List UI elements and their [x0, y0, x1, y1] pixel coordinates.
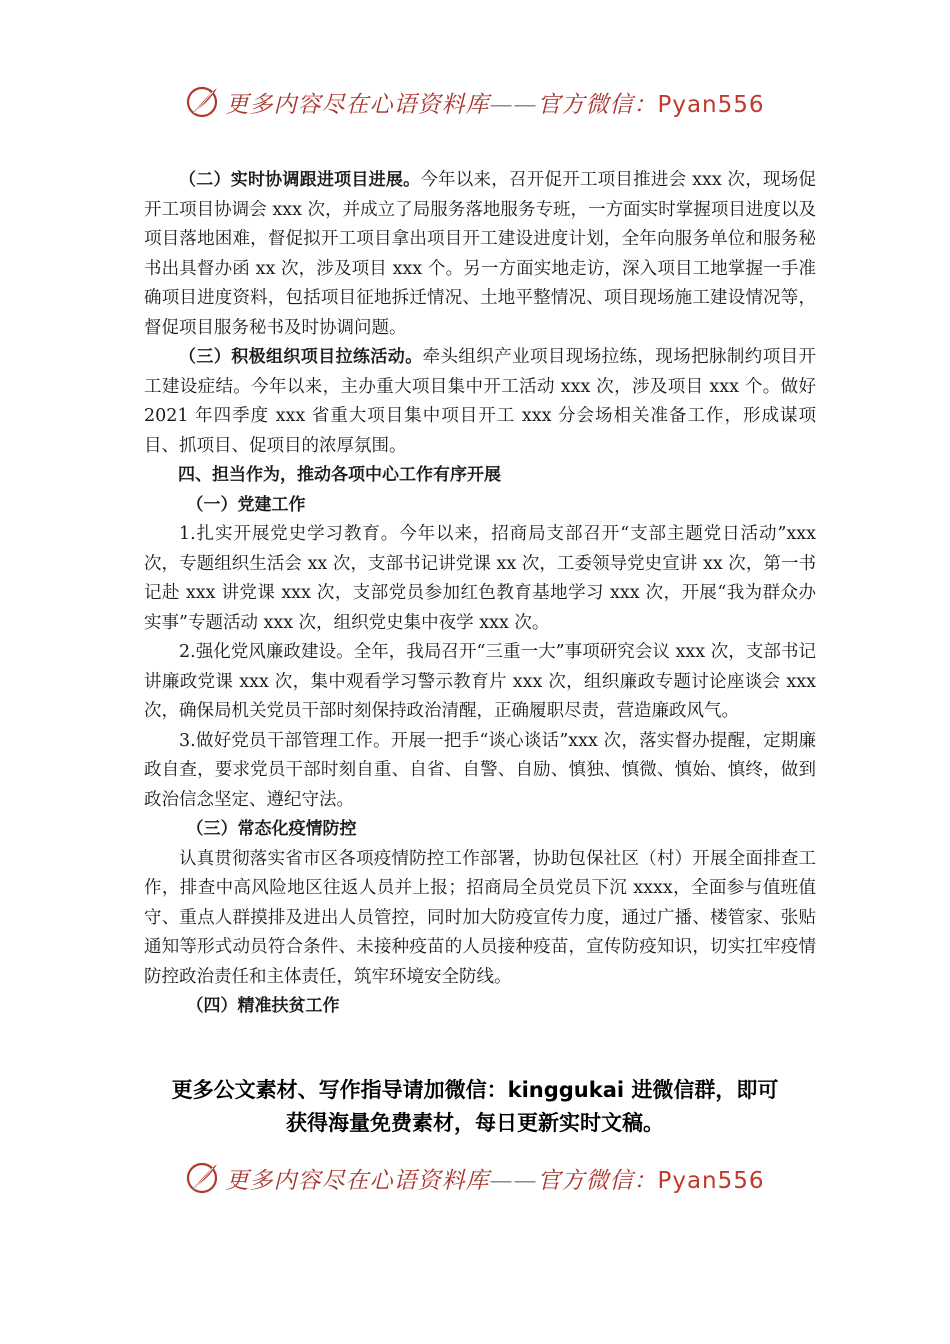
- footer-brand-text: 更多内容尽在心语资料库——官方微信：Pyan556: [225, 1167, 765, 1194]
- paragraph-epidemic-control: 认真贯彻落实省市区各项疫情防控工作部署，协助包保社区（村）开展全面排查工作，排查中高风险地区往返人员并上报；招商局全员党员下沉 xxxx，全面参与值班值守、重点人群摸排及进出人员管控，同时加大防疫宣传力度，通过广播、楼管家、张贴通知等形式动员符合条件、未接种疫苗的人员接种疫苗，宣传防疫知识，切实扛牢疫情防控政治责任和主体责任，筑牢环境安全防线。: [144, 848, 816, 987]
- list-item: 3.做好党员干部管理工作。开展一把手“谈心谈话”xxx 次，落实督办提醒，定期廉政自查，要求党员干部时刻自重、自省、自警、自励、慎独、慎微、慎始、慎终，做到政治信念坚定、遵纪守法。: [144, 730, 816, 810]
- promo-line-2: 获得海量免费素材，每日更新实时文稿。: [286, 1111, 664, 1135]
- list-item: 2.强化党风廉政建设。全年，我局召开“三重一大”事项研究会议 xxx 次，支部书记讲廉政党课 xxx 次，集中观看学习警示教育片 xxx 次，组织廉政专题讨论座谈会 xxx 次，确保局机关党员干部时刻保持政治清醒，正确履职尽责，营造廉政风气。: [144, 642, 816, 721]
- document-body: [144, 166, 816, 1022]
- promo-notice: [0, 1074, 950, 1140]
- footer-banner: [0, 1158, 950, 1198]
- paragraph-project-drill: （三）积极组织项目拉练活动。牵头组织产业项目现场拉练，现场把脉制约项目开工建设症结。今年以来，主办重大项目集中开工活动 xxx 次，涉及项目 xxx 个。做好 2021 年四季度 xxx 省重大项目集中项目开工 xxx 分会场相关准备工作，形成谋项目、抓项目、促项目的浓厚氛围。: [144, 347, 817, 456]
- subsection-heading: （三）常态化疫情防控: [186, 819, 357, 839]
- paragraph-title: （三）积极组织项目拉练活动。: [179, 347, 423, 367]
- paragraph-title: （二）实时协调跟进项目进展。: [179, 170, 421, 190]
- paragraph-project-coordination: （二）实时协调跟进项目进展。今年以来，召开促开工项目推进会 xxx 次，现场促开工项目协调会 xxx 次，并成立了局服务落地服务专班，一方面实时掌握项目进度以及项目落地困难，督促拟开工项目拿出项目开工建设进度计划，全年向服务单位和服务秘书出具督办函 xx 次，涉及项目 xxx 个。另一方面实地走访，深入项目工地掌握一手准确项目进度资料，包括项目征地拆迁情况、土地平整情况、项目现场施工建设情况等，督促项目服务秘书及时协调问题。: [144, 170, 817, 338]
- subsection-heading: （四）精准扶贫工作: [186, 996, 340, 1016]
- promo-line-1: 更多公文素材、写作指导请加微信：kinggukai 进微信群，即可: [171, 1078, 779, 1102]
- quill-pen-logo-icon: [185, 84, 221, 120]
- header-brand-text: 更多内容尽在心语资料库——官方微信：Pyan556: [225, 91, 765, 118]
- list-item: 1.扎实开展党史学习教育。今年以来，招商局支部召开“支部主题党日活动”xxx 次，专题组织生活会 xx 次，支部书记讲党课 xx 次，工委领导党史宣讲 xx 次，第一书记赴 xxx 讲党课 xxx 次，支部党员参加红色教育基地学习 xxx 次，开展“我为群众办实事”专题活动 xxx 次，组织党史集中夜学 xxx 次。: [144, 524, 816, 633]
- quill-pen-logo-icon: [185, 1160, 221, 1196]
- header-banner: [0, 82, 950, 122]
- section-heading: 四、担当作为，推动各项中心工作有序开展: [178, 465, 501, 485]
- subsection-heading: （一）党建工作: [186, 494, 306, 515]
